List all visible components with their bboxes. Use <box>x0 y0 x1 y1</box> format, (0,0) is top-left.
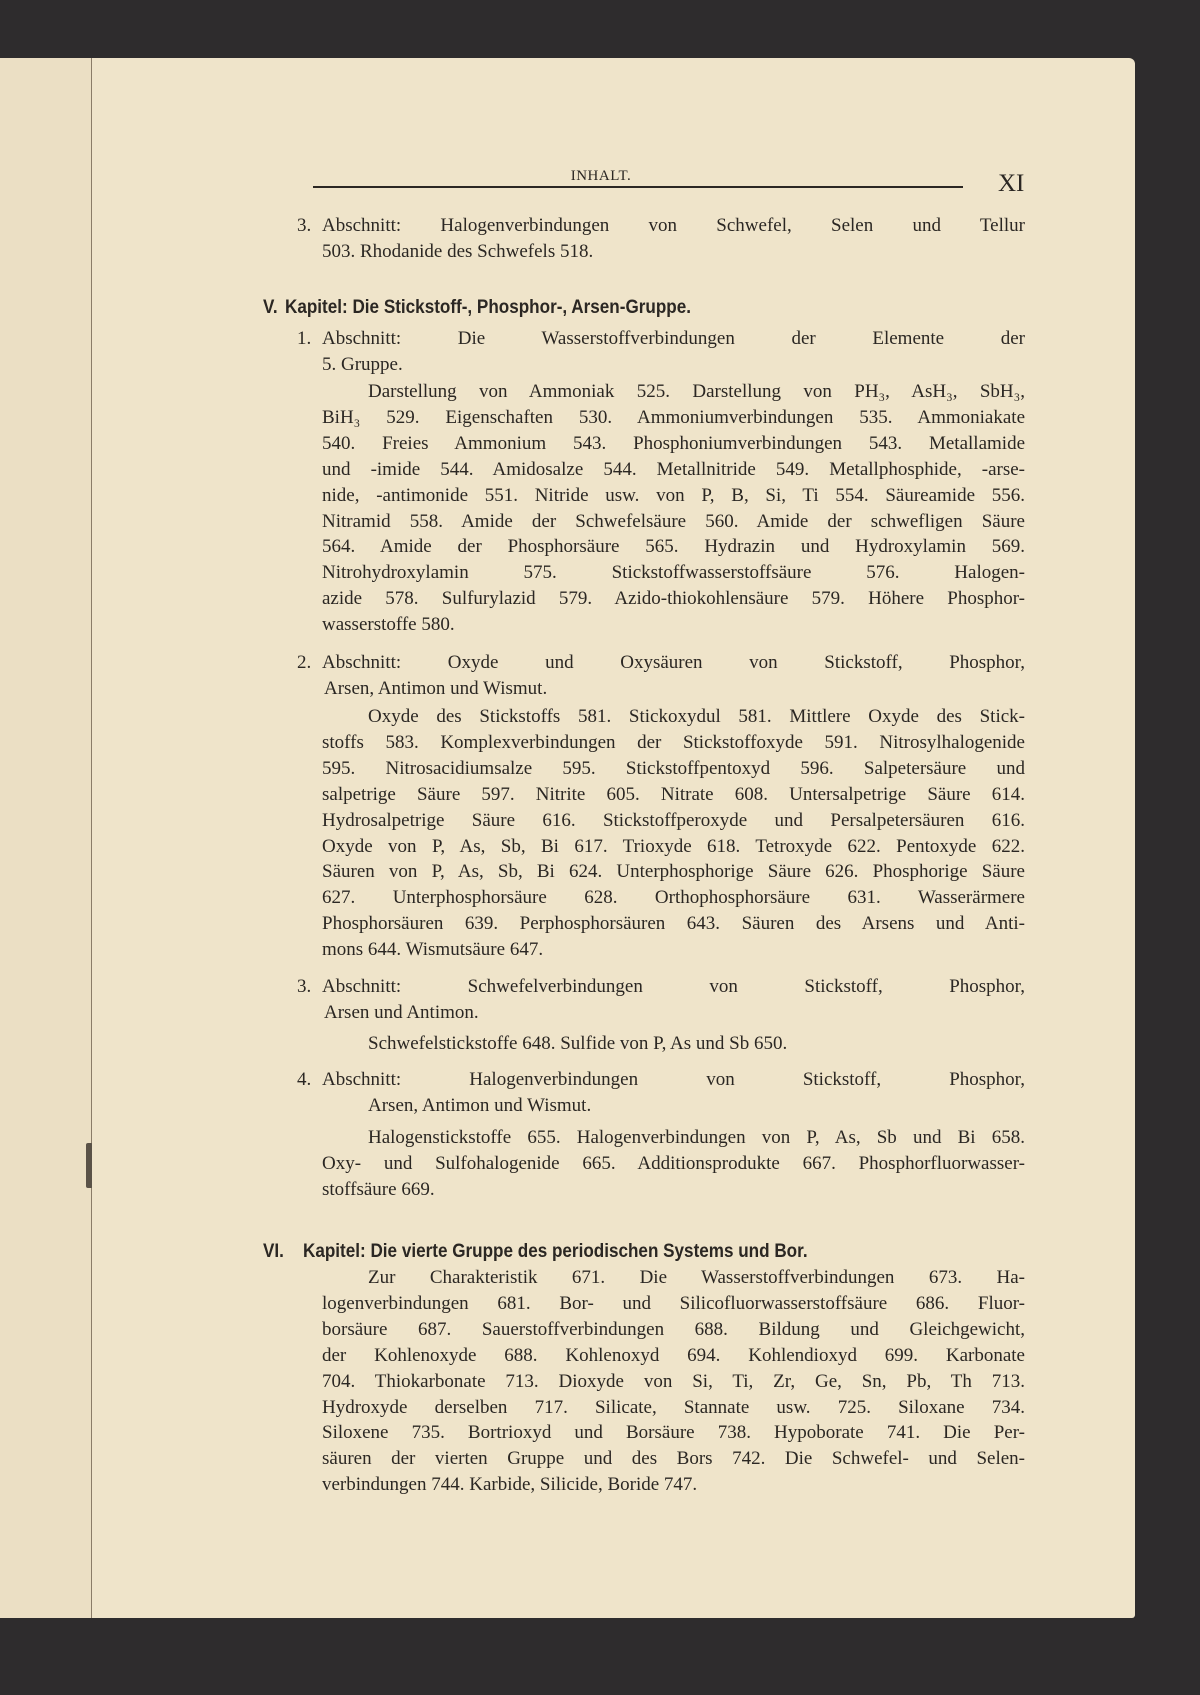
section-number: 1. <box>297 328 312 349</box>
chapter-number: VI. <box>263 1241 284 1262</box>
contents-line: Phosphorsäuren 639. Perphosphorsäuren 643. Säuren des Arsens und Anti- <box>322 913 1025 935</box>
contents-line: verbindungen 744. Karbide, Silicide, Boride 747. <box>322 1474 698 1496</box>
section-title-line: Abschnitt: Halogenverbindungen von Schwefel, Selen und Tellur <box>322 215 1025 236</box>
contents-line: Zur Charakteristik 671. Die Wasserstoffverbindungen 673. Ha- <box>368 1267 1025 1288</box>
contents-line: Säuren von P, As, Sb, Bi 624. Unterphosphorige Säure 626. Phosphorige Säure <box>322 861 1025 883</box>
section-number: 3. <box>297 976 312 997</box>
contents-line: azide 578. Sulfurylazid 579. Azido-thiokohlensäure 579. Höhere Phosphor- <box>322 588 1025 610</box>
contents-line: der Kohlenoxyde 688. Kohlenoxyd 694. Kohlendioxyd 699. Karbonate <box>322 1344 1025 1366</box>
contents-line: Oxy- und Sulfohalogenide 665. Additionsprodukte 667. Phosphorfluorwasser- <box>322 1152 1025 1174</box>
section-title-line: Arsen, Antimon und Wismut. <box>368 1094 592 1116</box>
section-title-line: Abschnitt: Schwefelverbindungen von Stickstoff, Phosphor, <box>322 976 1025 997</box>
contents-line: 564. Amide der Phosphorsäure 565. Hydrazin und Hydroxylamin 569. <box>322 536 1025 558</box>
contents-line: stoffs 583. Komplexverbindungen der Stickstoffoxyde 591. Nitrosylhalogenide <box>322 731 1025 753</box>
section-title-line: Abschnitt: Die Wasserstoffverbindungen der Elemente der <box>322 328 1025 349</box>
contents-line: Oxyde von P, As, Sb, Bi 617. Trioxyde 618. Tetroxyde 622. Pentoxyde 622. <box>322 835 1025 857</box>
contents-line: Darstellung von Ammoniak 525. Darstellung von PH₃, AsH₃, SbH₃, <box>368 381 1025 402</box>
contents-line: BiH₃ 529. Eigenschaften 530. Ammoniumverbindungen 535. Ammoniakate <box>322 406 1025 428</box>
page-number: XI <box>998 170 1025 197</box>
contents-line: 540. Freies Ammonium 543. Phosphoniumverbindungen 543. Metallamide <box>322 432 1025 454</box>
contents-line: logenverbindungen 681. Bor- und Silicofluorwasserstoffsäure 686. Fluor- <box>322 1292 1025 1314</box>
contents-line: Nitrohydroxylamin 575. Stickstoffwasserstoffsäure 576. Halogen- <box>322 562 1025 584</box>
section-title-line: 503. Rhodanide des Schwefels 518. <box>322 240 594 262</box>
contents-line: mons 644. Wismutsäure 647. <box>322 939 544 961</box>
header-rule <box>313 186 963 188</box>
section-number: 4. <box>297 1069 312 1090</box>
contents-line: 627. Unterphosphorsäure 628. Orthophosphorsäure 631. Wasserärmere <box>322 887 1025 909</box>
contents-line: Siloxene 735. Bortrioxyd und Borsäure 738. Hypoborate 741. Die Per- <box>322 1422 1025 1444</box>
previous-page-edge <box>0 58 91 1618</box>
section-title-line: Abschnitt: Oxyde und Oxysäuren von Stickstoff, Phosphor, <box>322 652 1025 673</box>
contents-line: Nitramid 558. Amide der Schwefelsäure 560. Amide der schwefligen Säure <box>322 510 1025 532</box>
contents-line: nide, -antimonide 551. Nitride usw. von P, B, Si, Ti 554. Säureamide 556. <box>322 484 1025 506</box>
section-number: 2. <box>297 652 312 673</box>
contents-line: Oxyde des Stickstoffs 581. Stickoxydul 581. Mittlere Oxyde des Stick- <box>368 706 1025 727</box>
section-title-line: Arsen, Antimon und Wismut. <box>324 677 548 699</box>
running-header-title: INHALT. <box>570 168 632 184</box>
section-number: 3. <box>297 215 312 236</box>
contents-line: borsäure 687. Sauerstoffverbindungen 688. Bildung und Gleichgewicht, <box>322 1318 1025 1340</box>
contents-line: Halogenstickstoffe 655. Halogenverbindungen von P, As, Sb und Bi 658. <box>368 1127 1025 1148</box>
contents-line: 704. Thiokarbonate 713. Dioxyde von Si, Ti, Zr, Ge, Sn, Pb, Th 713. <box>322 1370 1025 1392</box>
contents-line: wasserstoffe 580. <box>322 614 455 636</box>
chapter-title: Kapitel: Die Stickstoff-, Phosphor-, Arsen-Gruppe. <box>285 297 692 318</box>
contents-line: Schwefelstickstoffe 648. Sulfide von P, As und Sb 650. <box>368 1033 788 1054</box>
section-title-line: Abschnitt: Halogenverbindungen von Stickstoff, Phosphor, <box>322 1069 1025 1090</box>
contents-line: Hydrosalpetrige Säure 616. Stickstoffperoxyde und Persalpetersäuren 616. <box>322 809 1025 831</box>
contents-line: Hydroxyde derselben 717. Silicate, Stannate usw. 725. Siloxane 734. <box>322 1396 1025 1418</box>
chapter-title: Kapitel: Die vierte Gruppe des periodischen Systems und Bor. <box>303 1241 808 1262</box>
section-title-line: 5. Gruppe. <box>322 353 403 375</box>
contents-line: salpetrige Säure 597. Nitrite 605. Nitrate 608. Untersalpetrige Säure 614. <box>322 783 1025 805</box>
contents-line: stoffsäure 669. <box>322 1178 435 1200</box>
contents-line: 595. Nitrosacidiumsalze 595. Stickstoffpentoxyd 596. Salpetersäure und <box>322 757 1025 779</box>
section-title-line: Arsen und Antimon. <box>324 1001 479 1023</box>
chapter-number: V. <box>263 297 278 318</box>
contents-line: und -imide 544. Amidosalze 544. Metallnitride 549. Metallphosphide, -arse- <box>322 458 1025 480</box>
contents-line: säuren der vierten Gruppe und des Bors 742. Die Schwefel- und Selen- <box>322 1448 1025 1470</box>
